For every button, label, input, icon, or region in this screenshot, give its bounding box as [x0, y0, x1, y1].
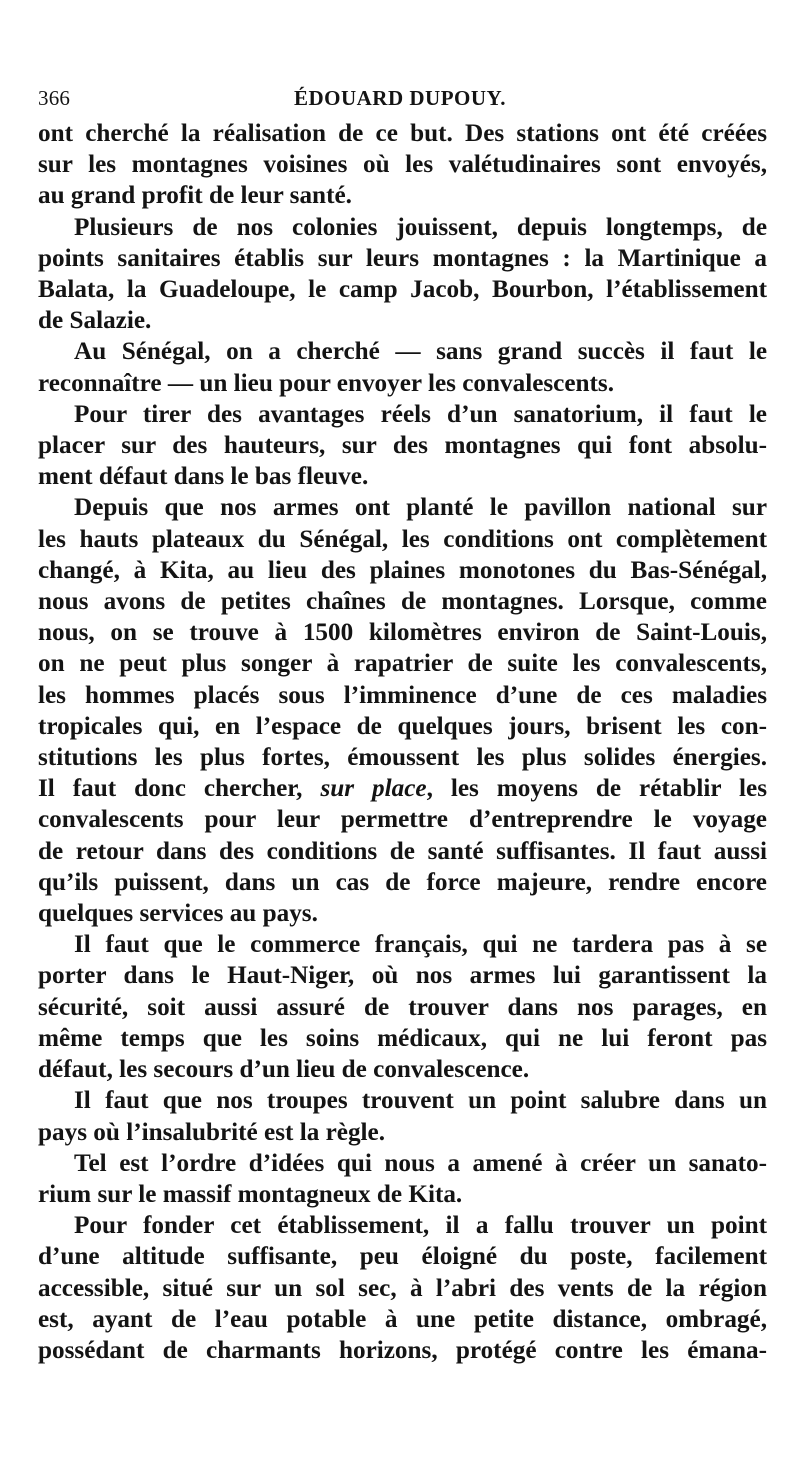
italic-text: sur place [320, 775, 427, 803]
running-head [38, 86, 762, 116]
text-line: pays où l’insalubrité est la règle. [38, 1118, 386, 1146]
text-line: de retour dans des conditions de santé suffisantes. Il faut aussi [38, 837, 767, 865]
page-number: 366 [38, 86, 71, 110]
text-line: placer sur des hauteurs, sur des montagnes qui font absolu- [38, 432, 767, 460]
text-segment: Il faut donc chercher, [38, 775, 303, 803]
text-line: Depuis que nos armes ont planté le pavillon national sur [74, 494, 767, 522]
text-line: même temps que les soins médicaux, qui ne lui feront pas [38, 1024, 767, 1052]
text-line: stitutions les plus fortes, émoussent les plus solides énergies. [38, 744, 767, 772]
text-line: sur les montagnes voisines où les valétudinaires sont envoyés, [38, 151, 767, 179]
running-title: ÉDOUARD DUPOUY. [293, 86, 507, 110]
text-line: les hommes placés sous l’imminence d’une de ces maladies [38, 681, 767, 709]
text-line: les hauts plateaux du Sénégal, les conditions ont complètement [38, 525, 767, 553]
text-line: on ne peut plus songer à rapatrier de suite les convalescents, [38, 650, 767, 678]
text-line: défaut, les secours d’un lieu de convalescence. [38, 1056, 530, 1084]
text-line: convalescents pour leur permettre d’entreprendre le voyage [38, 806, 767, 834]
text-line: d’une altitude suffisante, peu éloigné du poste, facilement [38, 1243, 767, 1271]
text-line: tropicales qui, en l’espace de quelques jours, brisent les con- [38, 712, 767, 740]
text-line: Il faut que nos troupes trouvent un point salubre dans un [74, 1087, 767, 1115]
text-line: quelques services au pays. [38, 900, 318, 928]
text-line: Pour tirer des avantages réels d’un sanatorium, il faut le [74, 400, 767, 428]
text-line: Balata, la Guadeloupe, le camp Jacob, Bourbon, l’établissement [38, 276, 767, 304]
text-line: est, ayant de l’eau potable à une petite distance, ombragé, [38, 1305, 767, 1333]
text-line: Tel est l’ordre d’idées qui nous a amené à créer un sanato- [74, 1149, 767, 1177]
text-line: qu’ils puissent, dans un cas de force majeure, rendre encore [38, 868, 767, 896]
text-line: accessible, situé sur un sol sec, à l’abri des vents de la région [38, 1274, 767, 1302]
text-line: rium sur le massif montagneux de Kita. [38, 1180, 463, 1208]
text-line: points sanitaires établis sur leurs montagnes : la Martinique a [38, 244, 767, 272]
text-line [38, 773, 767, 804]
text-line: reconnaître — un lieu pour envoyer les convalescents. [38, 369, 615, 397]
text-line: Plusieurs de nos colonies jouissent, depuis longtemps, de [74, 213, 767, 241]
text-line: porter dans le Haut-Niger, où nos armes lui garantissent la [38, 962, 767, 990]
text-segment: , les moyens de rétablir les [426, 775, 768, 803]
text-line: changé, à Kita, au lieu des plaines monotones du Bas-Sénégal, [38, 556, 767, 584]
text-line: ont cherché la réalisation de ce but. Des stations ont été créées [38, 120, 767, 147]
text-line: au grand profit de leur santé. [38, 182, 352, 210]
text-line: nous avons de petites chaînes de montagnes. Lorsque, comme [38, 588, 767, 616]
text-line: nous, on se trouve à 1500 kilomètres environ de Saint-Louis, [38, 619, 767, 647]
text-line: Il faut que le commerce français, qui ne tardera pas à se [74, 931, 767, 959]
text-line: sécurité, soit aussi assuré de trouver dans nos parages, en [38, 993, 767, 1021]
text-line: Pour fonder cet établissement, il a fallu trouver un point [74, 1212, 767, 1240]
text-line: ment défaut dans le bas fleuve. [38, 463, 369, 491]
text-line: possédant de charmants horizons, protégé contre les émana- [38, 1336, 767, 1364]
text-line: Au Sénégal, on a cherché — sans grand succès il faut le [74, 338, 767, 366]
text-line: de Salazie. [38, 307, 152, 335]
body-text [38, 118, 767, 1366]
